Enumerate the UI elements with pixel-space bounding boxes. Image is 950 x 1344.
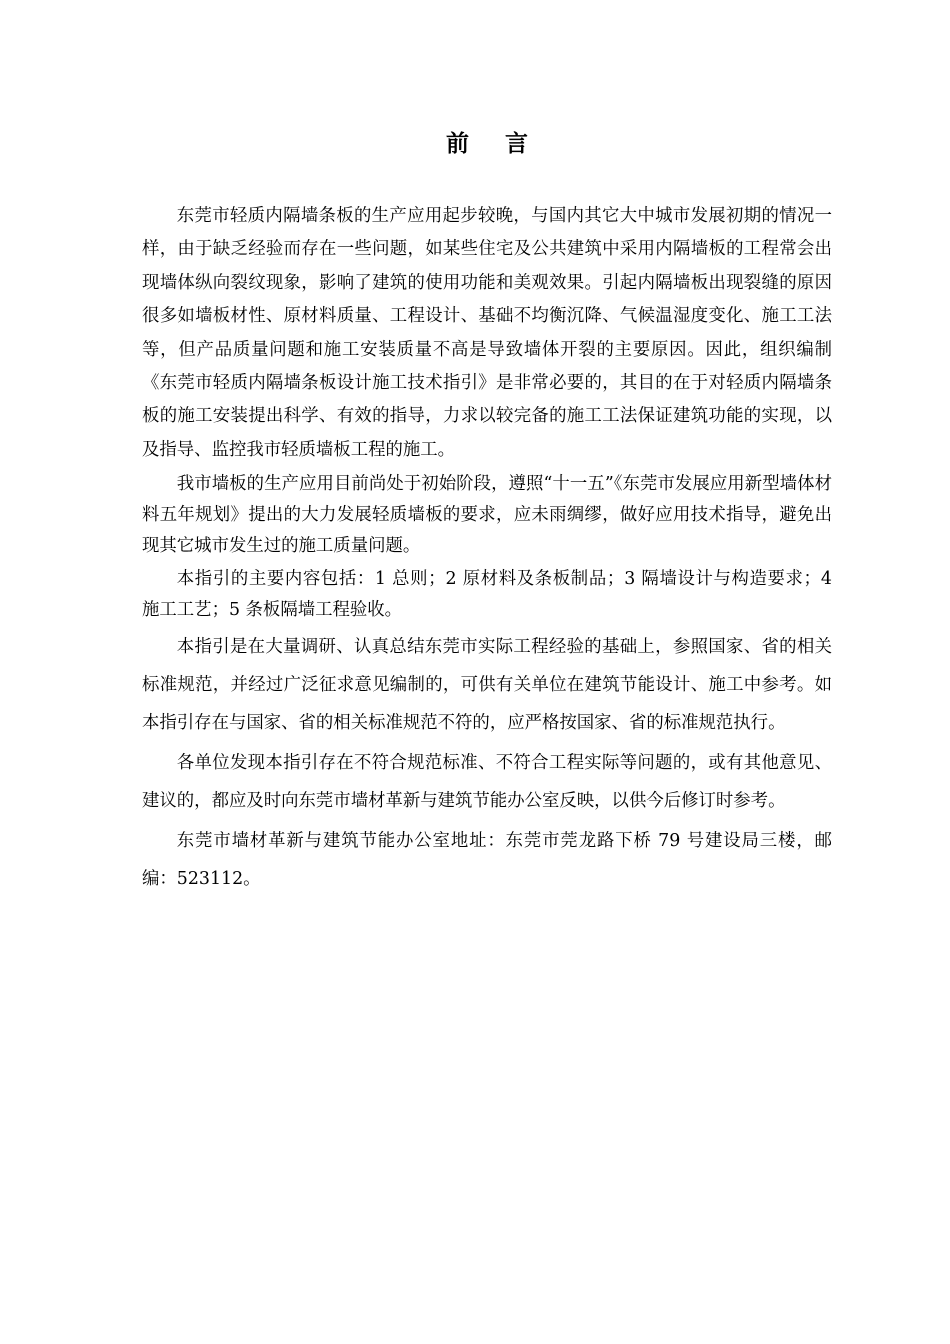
paragraph-feedback: 各单位发现本指引存在不符合规范标准、不符合工程实际等问题的，或有其他意见、建议的，都应及时向东莞市墙材革新与建筑节能办公室反映，以供今后修订时参考。 <box>142 753 832 812</box>
document-title: 前 言 <box>445 130 542 157</box>
paragraph-background: 东莞市轻质内隔墙条板的生产应用起步较晚，与国内其它大中城市发展初期的情况一样，由于缺乏经验而存在一些问题，如某些住宅及公共建筑中采用内隔墙板的工程常会出现墙体纵向裂纹现象，影响了建筑的使用功能和美观效果。引起内隔墙板出现裂缝的原因很多如墙板材性、原材料质量、工程设计、基础不均衡沉降、气候温湿度变化、施工工法等，但产品质量问题和施工安装质量不高是导致墙体开裂的主要原因。因此，组织编制《东莞市轻质内隔墙条板设计施工技术指引》是非常必要的，其目的在于对轻质内隔墙条板的施工安装提出科学、有效的指导，力求以较完备的施工工法保证建筑功能的实现，以及指导、监控我市轻质墙板工程的施工。 <box>142 206 832 460</box>
document-page <box>142 126 832 900</box>
paragraph-basis: 本指引是在大量调研、认真总结东莞市实际工程经验的基础上，参照国家、省的相关标准规范，并经过广泛征求意见编制的，可供有关单位在建筑节能设计、施工中参考。如本指引存在与国家、省的相关标准规范不符的，应严格按国家、省的标准规范执行。 <box>142 637 832 734</box>
paragraph-contents: 本指引的主要内容包括：1 总则；2 原材料及条板制品；3 隔墙设计与构造要求；4 施工工艺；5 条板隔墙工程验收。 <box>142 569 832 621</box>
paragraph-address: 东莞市墙材革新与建筑节能办公室地址：东莞市莞龙路下桥 79 号建设局三楼，邮编：523112。 <box>142 831 832 890</box>
paragraph-plan: 我市墙板的生产应用目前尚处于初始阶段，遵照“十一五”《东莞市发展应用新型墙体材料五年规划》提出的大力发展轻质墙板的要求，应未雨绸缪，做好应用技术指导，避免出现其它城市发生过的施工质量问题。 <box>142 474 832 557</box>
